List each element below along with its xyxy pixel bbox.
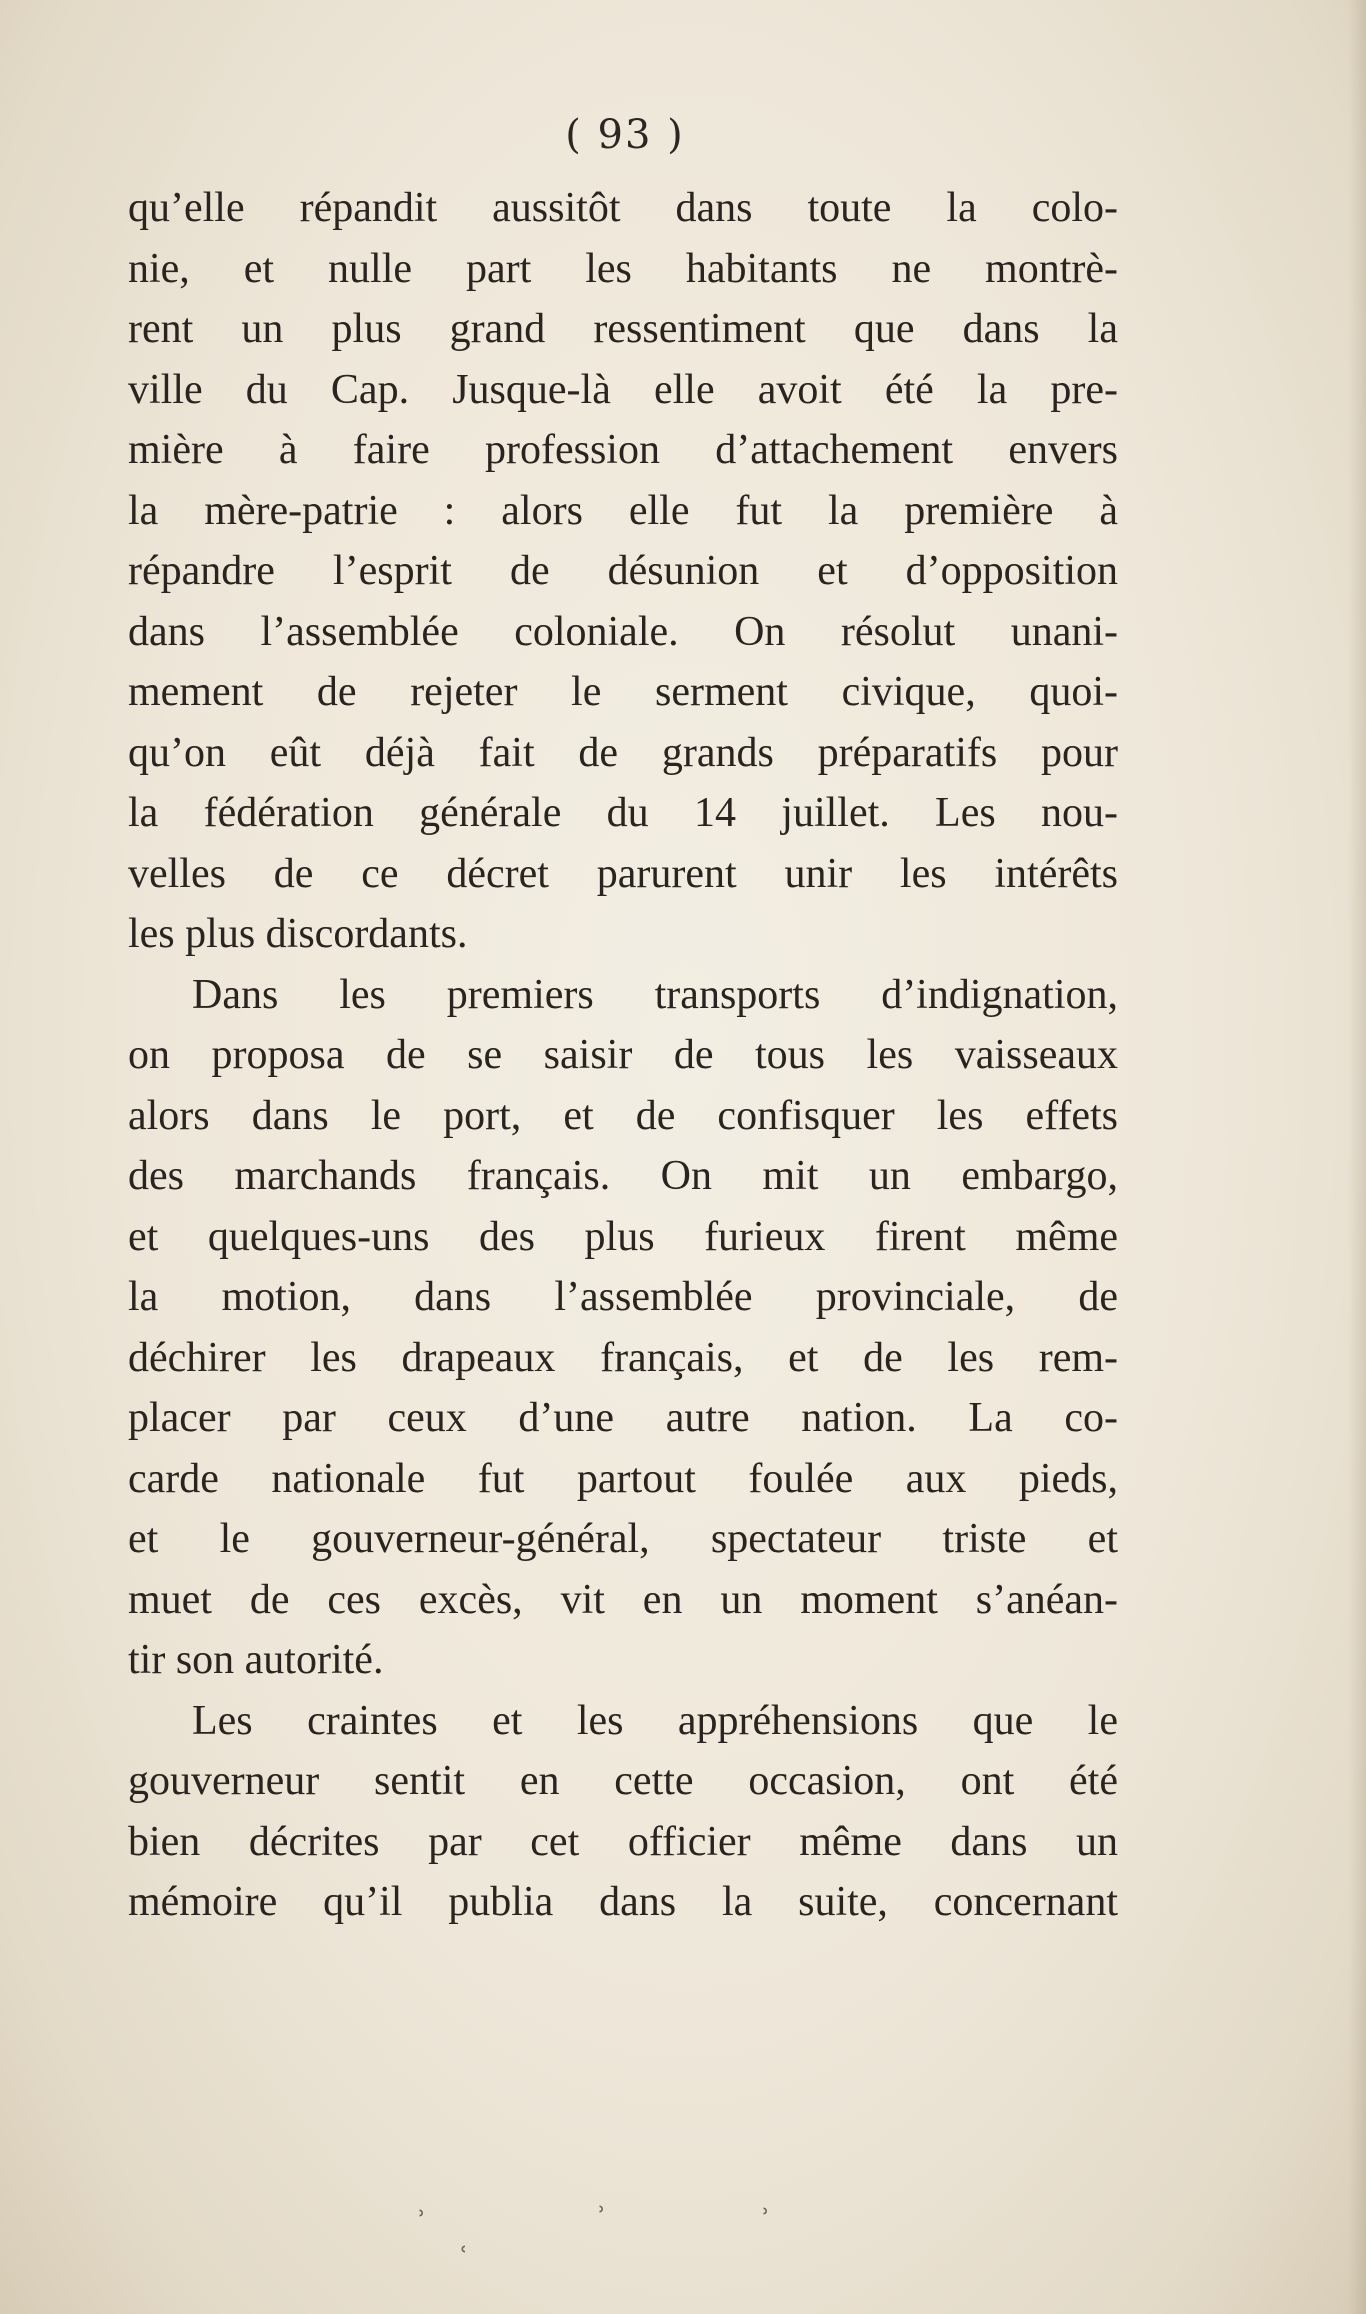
text-line: la motion, dans l’assemblée provinciale, de: [128, 1274, 1118, 1320]
text-line: alors dans le port, et de confisquer les effets: [128, 1092, 1118, 1139]
page-edge-shadow: [1348, 0, 1366, 2314]
text-line: muet de ces excès, vit en un moment s’anéan-: [128, 1576, 1118, 1623]
text-line: nie, et nulle part les habitants ne montrè-: [128, 245, 1118, 292]
text-line: répandre l’esprit de désunion et d’opposition: [128, 548, 1118, 594]
text-line: les plus discordants.: [128, 911, 468, 957]
text-line: Dans les premiers transports d’indignation,: [192, 971, 1118, 1018]
text-line: placer par ceux d’une autre nation. La co-: [128, 1395, 1118, 1441]
text-line: bien décrites par cet officier même dans un: [128, 1818, 1118, 1865]
body-text: [128, 178, 1118, 1933]
text-line: on proposa de se saisir de tous les vaisseaux: [128, 1032, 1118, 1078]
text-line: tir son autorité.: [128, 1637, 384, 1683]
text-line: la fédération générale du 14 juillet. Les nou-: [128, 790, 1118, 836]
text-line: mémoire qu’il publia dans la suite, concernant: [128, 1879, 1118, 1925]
text-line: mière à faire profession d’attachement envers: [128, 427, 1118, 473]
text-line: carde nationale fut partout foulée aux pieds,: [128, 1455, 1118, 1502]
text-line: déchirer les drapeaux français, et de les rem-: [128, 1334, 1118, 1381]
page-number: ( 93 ): [565, 112, 685, 158]
text-line: Les craintes et les appréhensions que le: [192, 1697, 1118, 1744]
text-line: des marchands français. On mit un embargo,: [128, 1153, 1118, 1199]
text-line: et quelques-uns des plus furieux firent même: [128, 1213, 1118, 1260]
ink-speck: ˒: [418, 2200, 426, 2230]
text-line: la mère-patrie : alors elle fut la première à: [128, 487, 1118, 534]
text-line: dans l’assemblée coloniale. On résolut unani-: [128, 608, 1118, 655]
text-line: qu’elle répandit aussitôt dans toute la colo-: [128, 185, 1118, 231]
ink-speck: ˓: [460, 2236, 468, 2266]
text-line: rent un plus grand ressentiment que dans la: [128, 306, 1118, 352]
text-line: ville du Cap. Jusque-là elle avoit été la pre-: [128, 366, 1118, 413]
text-line: et le gouverneur-général, spectateur triste et: [128, 1516, 1118, 1562]
text-line: gouverneur sentit en cette occasion, ont été: [128, 1758, 1118, 1804]
ink-speck: ˒: [598, 2196, 606, 2226]
text-line: mement de rejeter le serment civique, quoi-: [128, 669, 1118, 715]
text-line: velles de ce décret parurent unir les intérêts: [128, 850, 1118, 897]
ink-speck: ˒: [762, 2198, 770, 2228]
text-line: qu’on eût déjà fait de grands préparatifs pour: [128, 729, 1118, 776]
